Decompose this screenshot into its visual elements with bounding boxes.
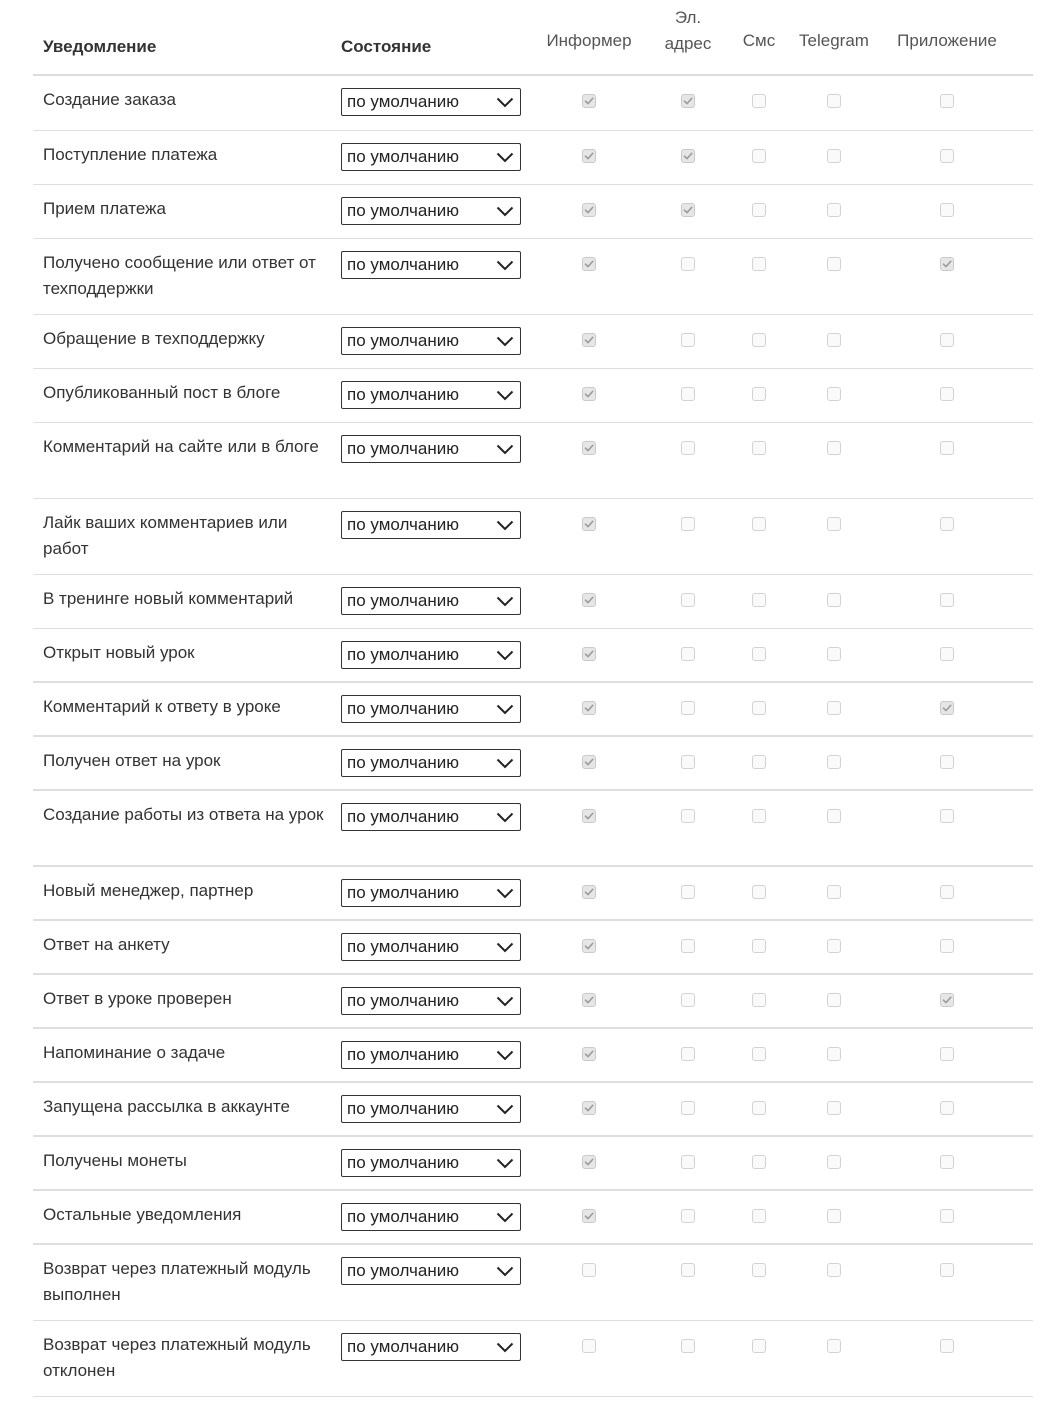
chevron-down-icon — [496, 1340, 514, 1354]
checkbox-sms[interactable] — [752, 885, 766, 899]
chevron-down-icon — [496, 204, 514, 218]
table-row — [33, 867, 1033, 921]
table-row — [33, 1083, 1033, 1137]
checkbox-email[interactable] — [681, 1155, 695, 1169]
checkbox-informer[interactable] — [582, 333, 596, 347]
checkbox-app[interactable] — [940, 993, 954, 1007]
column-header-state: Состояние — [341, 37, 432, 56]
checkbox-informer[interactable] — [582, 885, 596, 899]
checkbox-sms[interactable] — [752, 387, 766, 401]
table-row — [33, 131, 1033, 185]
checkbox-sms[interactable] — [752, 441, 766, 455]
table-row — [33, 239, 1033, 315]
state-select-value: по умолчанию — [347, 1153, 459, 1172]
checkbox-informer[interactable] — [582, 809, 596, 823]
checkbox-informer[interactable] — [582, 1101, 596, 1115]
checkbox-telegram[interactable] — [827, 809, 841, 823]
table-row — [33, 575, 1033, 629]
checkbox-telegram[interactable] — [827, 1047, 841, 1061]
state-select-value: по умолчанию — [347, 255, 459, 274]
state-select[interactable] — [341, 803, 521, 831]
table-row — [33, 369, 1033, 423]
checkbox-email[interactable] — [681, 257, 695, 271]
checkbox-sms[interactable] — [752, 1047, 766, 1061]
notification-label: Создание заказа — [43, 90, 176, 109]
state-select[interactable] — [341, 1149, 521, 1177]
table-row — [33, 737, 1033, 791]
chevron-down-icon — [496, 648, 514, 662]
table-row — [33, 1137, 1033, 1191]
chevron-down-icon — [496, 388, 514, 402]
checkbox-email[interactable] — [681, 441, 695, 455]
state-select-value: по умолчанию — [347, 699, 459, 718]
checkbox-sms[interactable] — [752, 701, 766, 715]
checkbox-app[interactable] — [940, 203, 954, 217]
state-select[interactable] — [341, 381, 521, 409]
column-header-line: Эл. — [674, 8, 702, 27]
checkbox-email[interactable] — [681, 939, 695, 953]
checkbox-email[interactable] — [681, 701, 695, 715]
checkbox-email[interactable] — [681, 203, 695, 217]
checkbox-email[interactable] — [681, 993, 695, 1007]
checkbox-sms[interactable] — [752, 647, 766, 661]
notification-label: Получено сообщение или ответ от техподдержки — [43, 253, 316, 298]
state-select-value: по умолчанию — [347, 439, 459, 458]
state-select-value: по умолчанию — [347, 937, 459, 956]
notification-label: Комментарий на сайте или в блоге — [43, 437, 319, 456]
checkbox-sms[interactable] — [752, 993, 766, 1007]
state-select[interactable] — [341, 251, 521, 279]
column-header-line: Смс — [742, 31, 776, 50]
state-select-value: по умолчанию — [347, 591, 459, 610]
notification-label: Поступление платежа — [43, 145, 218, 164]
notification-label: Ответ на анкету — [43, 935, 170, 954]
checkbox-sms[interactable] — [752, 257, 766, 271]
checkbox-sms[interactable] — [752, 333, 766, 347]
table-row — [33, 423, 1033, 499]
table-row — [33, 315, 1033, 369]
state-select[interactable] — [341, 879, 521, 907]
checkbox-app[interactable] — [940, 1339, 954, 1353]
column-header-line: адрес — [664, 34, 712, 53]
chevron-down-icon — [496, 756, 514, 770]
table-row — [33, 185, 1033, 239]
checkbox-email[interactable] — [681, 149, 695, 163]
checkbox-email[interactable] — [681, 1209, 695, 1223]
checkbox-email[interactable] — [681, 755, 695, 769]
state-select[interactable] — [341, 587, 521, 615]
chevron-down-icon — [496, 442, 514, 456]
checkbox-app[interactable] — [940, 1263, 954, 1277]
checkbox-telegram[interactable] — [827, 1101, 841, 1115]
checkbox-email[interactable] — [681, 1047, 695, 1061]
notification-label: Возврат через платежный модуль выполнен — [43, 1259, 311, 1304]
state-select[interactable] — [341, 143, 521, 171]
notification-label: Запущена рассылка в аккаунте — [43, 1097, 290, 1116]
state-select-value: по умолчанию — [347, 1337, 459, 1356]
chevron-down-icon — [496, 940, 514, 954]
state-select-value: по умолчанию — [347, 807, 459, 826]
chevron-down-icon — [496, 594, 514, 608]
checkbox-informer[interactable] — [582, 1155, 596, 1169]
checkbox-app[interactable] — [940, 809, 954, 823]
chevron-down-icon — [496, 994, 514, 1008]
state-select-value: по умолчанию — [347, 92, 459, 111]
checkbox-informer[interactable] — [582, 701, 596, 715]
checkbox-app[interactable] — [940, 517, 954, 531]
chevron-down-icon — [496, 1102, 514, 1116]
state-select-value: по умолчанию — [347, 1045, 459, 1064]
state-select-value: по умолчанию — [347, 331, 459, 350]
notification-label: Напоминание о задаче — [43, 1043, 226, 1062]
table-row — [33, 629, 1033, 683]
state-select-value: по умолчанию — [347, 1099, 459, 1118]
checkbox-sms[interactable] — [752, 809, 766, 823]
checkbox-sms[interactable] — [752, 1209, 766, 1223]
state-select[interactable] — [341, 1257, 521, 1285]
state-select[interactable] — [341, 435, 521, 463]
state-select[interactable] — [341, 933, 521, 961]
state-select-value: по умолчанию — [347, 201, 459, 220]
state-select[interactable] — [341, 327, 521, 355]
checkbox-app[interactable] — [940, 1155, 954, 1169]
state-select[interactable] — [341, 1041, 521, 1069]
checkbox-informer[interactable] — [582, 517, 596, 531]
checkbox-app[interactable] — [940, 441, 954, 455]
state-select-value: по умолчанию — [347, 753, 459, 772]
state-select[interactable] — [341, 695, 521, 723]
checkbox-informer[interactable] — [582, 593, 596, 607]
table-row — [33, 791, 1033, 867]
checkbox-telegram[interactable] — [827, 257, 841, 271]
checkbox-telegram[interactable] — [827, 517, 841, 531]
checkbox-sms[interactable] — [752, 1155, 766, 1169]
notification-label: Получены монеты — [43, 1151, 187, 1170]
state-select[interactable] — [341, 1333, 521, 1361]
chevron-down-icon — [496, 1264, 514, 1278]
state-select-value: по умолчанию — [347, 991, 459, 1010]
checkbox-app[interactable] — [940, 701, 954, 715]
checkbox-informer[interactable] — [582, 993, 596, 1007]
checkbox-email[interactable] — [681, 1101, 695, 1115]
checkbox-telegram[interactable] — [827, 387, 841, 401]
column-header-line: Информер — [546, 31, 632, 50]
checkbox-informer[interactable] — [582, 1209, 596, 1223]
notification-settings-table — [33, 0, 1033, 1397]
checkbox-sms[interactable] — [752, 203, 766, 217]
checkbox-informer[interactable] — [582, 257, 596, 271]
checkbox-telegram[interactable] — [827, 1209, 841, 1223]
state-select-value: по умолчанию — [347, 883, 459, 902]
checkbox-app[interactable] — [940, 149, 954, 163]
checkbox-telegram[interactable] — [827, 593, 841, 607]
table-row — [33, 1029, 1033, 1083]
checkbox-informer[interactable] — [582, 441, 596, 455]
checkbox-app[interactable] — [940, 387, 954, 401]
notification-label: Возврат через платежный модуль отклонен — [43, 1335, 311, 1380]
notification-label: Ответ в уроке проверен — [43, 989, 232, 1008]
table-body — [33, 76, 1033, 1397]
state-select[interactable] — [341, 749, 521, 777]
checkbox-email[interactable] — [681, 387, 695, 401]
checkbox-sms[interactable] — [752, 94, 766, 108]
chevron-down-icon — [496, 810, 514, 824]
checkbox-telegram[interactable] — [827, 1339, 841, 1353]
checkbox-sms[interactable] — [752, 1263, 766, 1277]
checkbox-sms[interactable] — [752, 1339, 766, 1353]
checkbox-app[interactable] — [940, 885, 954, 899]
chevron-down-icon — [496, 258, 514, 272]
notification-label: Новый менеджер, партнер — [43, 881, 254, 900]
column-header-line: Telegram — [799, 31, 869, 50]
table-row — [33, 975, 1033, 1029]
checkbox-informer[interactable] — [582, 387, 596, 401]
chevron-down-icon — [496, 886, 514, 900]
checkbox-telegram[interactable] — [827, 441, 841, 455]
checkbox-informer[interactable] — [582, 1339, 596, 1353]
checkbox-app[interactable] — [940, 1209, 954, 1223]
checkbox-telegram[interactable] — [827, 1155, 841, 1169]
checkbox-telegram[interactable] — [827, 203, 841, 217]
state-select[interactable] — [341, 641, 521, 669]
checkbox-informer[interactable] — [582, 1047, 596, 1061]
checkbox-informer[interactable] — [582, 94, 596, 108]
table-row — [33, 499, 1033, 575]
chevron-down-icon — [496, 95, 514, 109]
checkbox-app[interactable] — [940, 1101, 954, 1115]
state-select-value: по умолчанию — [347, 1261, 459, 1280]
checkbox-informer[interactable] — [582, 755, 596, 769]
state-select-value: по умолчанию — [347, 385, 459, 404]
checkbox-app[interactable] — [940, 593, 954, 607]
checkbox-app[interactable] — [940, 755, 954, 769]
checkbox-app[interactable] — [940, 939, 954, 953]
state-select[interactable] — [341, 88, 521, 116]
notification-label: В тренинге новый комментарий — [43, 589, 294, 608]
table-header — [33, 0, 1033, 76]
chevron-down-icon — [496, 150, 514, 164]
table-row — [33, 76, 1033, 131]
state-select[interactable] — [341, 511, 521, 539]
table-row — [33, 921, 1033, 975]
checkbox-email[interactable] — [681, 593, 695, 607]
checkbox-app[interactable] — [940, 647, 954, 661]
checkbox-telegram[interactable] — [827, 94, 841, 108]
checkbox-informer[interactable] — [582, 939, 596, 953]
notification-label: Обращение в техподдержку — [43, 329, 265, 348]
checkbox-telegram[interactable] — [827, 993, 841, 1007]
checkbox-telegram[interactable] — [827, 149, 841, 163]
state-select-value: по умолчанию — [347, 1207, 459, 1226]
notification-label: Лайк ваших комментариев или работ — [43, 513, 288, 558]
state-select[interactable] — [341, 987, 521, 1015]
state-select-value: по умолчанию — [347, 147, 459, 166]
checkbox-email[interactable] — [681, 647, 695, 661]
checkbox-informer[interactable] — [582, 647, 596, 661]
checkbox-informer[interactable] — [582, 149, 596, 163]
state-select-value: по умолчанию — [347, 515, 459, 534]
checkbox-email[interactable] — [681, 1339, 695, 1353]
chevron-down-icon — [496, 1210, 514, 1224]
chevron-down-icon — [496, 702, 514, 716]
checkbox-email[interactable] — [681, 809, 695, 823]
checkbox-sms[interactable] — [752, 755, 766, 769]
notification-label: Комментарий к ответу в уроке — [43, 697, 281, 716]
checkbox-email[interactable] — [681, 885, 695, 899]
notification-label: Опубликованный пост в блоге — [43, 383, 281, 402]
checkbox-sms[interactable] — [752, 1101, 766, 1115]
checkbox-sms[interactable] — [752, 517, 766, 531]
checkbox-telegram[interactable] — [827, 755, 841, 769]
checkbox-email[interactable] — [681, 333, 695, 347]
checkbox-informer[interactable] — [582, 1263, 596, 1277]
notification-label: Создание работы из ответа на урок — [43, 805, 324, 824]
checkbox-email[interactable] — [681, 1263, 695, 1277]
state-select[interactable] — [341, 197, 521, 225]
notification-label: Открыт новый урок — [43, 643, 195, 662]
chevron-down-icon — [496, 518, 514, 532]
table-row — [33, 1191, 1033, 1245]
state-select[interactable] — [341, 1203, 521, 1231]
checkbox-telegram[interactable] — [827, 333, 841, 347]
table-row — [33, 683, 1033, 737]
checkbox-app[interactable] — [940, 333, 954, 347]
checkbox-app[interactable] — [940, 94, 954, 108]
checkbox-telegram[interactable] — [827, 885, 841, 899]
checkbox-sms[interactable] — [752, 939, 766, 953]
checkbox-sms[interactable] — [752, 593, 766, 607]
column-header-app — [887, 31, 1007, 51]
checkbox-email[interactable] — [681, 94, 695, 108]
chevron-down-icon — [496, 334, 514, 348]
checkbox-app[interactable] — [940, 1047, 954, 1061]
table-row — [33, 1245, 1033, 1321]
checkbox-informer[interactable] — [582, 203, 596, 217]
chevron-down-icon — [496, 1156, 514, 1170]
checkbox-telegram[interactable] — [827, 647, 841, 661]
checkbox-app[interactable] — [940, 257, 954, 271]
notification-label: Остальные уведомления — [43, 1205, 242, 1224]
checkbox-telegram[interactable] — [827, 701, 841, 715]
checkbox-telegram[interactable] — [827, 1263, 841, 1277]
state-select[interactable] — [341, 1095, 521, 1123]
state-select-value: по умолчанию — [347, 645, 459, 664]
checkbox-email[interactable] — [681, 517, 695, 531]
notification-label: Получен ответ на урок — [43, 751, 221, 770]
column-header-line: Приложение — [897, 31, 997, 50]
column-header-notification: Уведомление — [43, 37, 157, 56]
notification-label: Прием платежа — [43, 199, 166, 218]
chevron-down-icon — [496, 1048, 514, 1062]
checkbox-sms[interactable] — [752, 149, 766, 163]
column-header-telegram — [774, 31, 894, 51]
checkbox-telegram[interactable] — [827, 939, 841, 953]
table-row — [33, 1321, 1033, 1397]
